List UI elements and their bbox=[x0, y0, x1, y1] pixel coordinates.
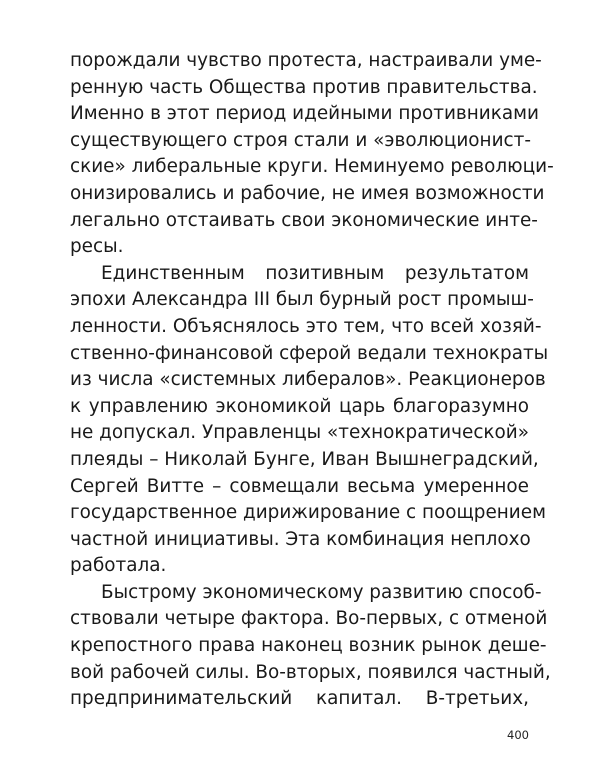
text-line: ресы. bbox=[70, 236, 124, 258]
text-line: существующего строя стали и «эволюционист- bbox=[70, 129, 531, 151]
text-line: легально отстаивать свои экономические инте- bbox=[70, 209, 538, 231]
text-line: ленности. Объяснялось это тем, что всей хозяй- bbox=[70, 315, 542, 337]
text-line: крепостного права наконец возник рынок деше- bbox=[70, 635, 547, 657]
page-text bbox=[70, 48, 554, 713]
text-line: эпохи Александра III был бурный рост промыш- bbox=[70, 289, 534, 311]
paragraph-first-line: Единственным позитивным результатом bbox=[101, 262, 529, 284]
text-line: вой рабочей силы. Во-вторых, появился частный, bbox=[70, 661, 551, 683]
text-line: ские» либеральные круги. Неминуемо революци- bbox=[70, 156, 554, 178]
text-line: Именно в этот период идейными противниками bbox=[70, 103, 539, 125]
text-line: государственное дирижирование с поощрением bbox=[70, 502, 546, 524]
paragraph-first-line: Быстрому экономическому развитию способ- bbox=[101, 581, 542, 603]
page-number: 400 bbox=[507, 728, 529, 742]
text-line: частной инициативы. Эта комбинация неплохо bbox=[70, 528, 531, 550]
text-line: работала. bbox=[70, 555, 167, 577]
text-line: ренную часть Общества против правительства. bbox=[70, 76, 538, 98]
text-line: порождали чувство протеста, настраивали уме- bbox=[70, 50, 542, 71]
text-line: онизировались и рабочие, не имея возможности bbox=[70, 182, 545, 204]
text-line: из числа «системных либералов». Реакционеров bbox=[70, 369, 546, 391]
text-line: к управлению экономикой царь благоразумно bbox=[70, 395, 529, 417]
text-line: ственно-финансовой сферой ведали технократы bbox=[70, 342, 549, 364]
text-line: плеяды – Николай Бунге, Иван Вышнеградский, bbox=[70, 448, 539, 470]
text-line: предпринимательский капитал. В-третьих, bbox=[70, 688, 529, 710]
text-line: ствовали четыре фактора. Во-первых, с отменой bbox=[70, 608, 548, 630]
text-line: Сергей Витте – совмещали весьма умеренное bbox=[70, 475, 529, 497]
text-line: не допускал. Управленцы «технократической» bbox=[70, 422, 529, 444]
